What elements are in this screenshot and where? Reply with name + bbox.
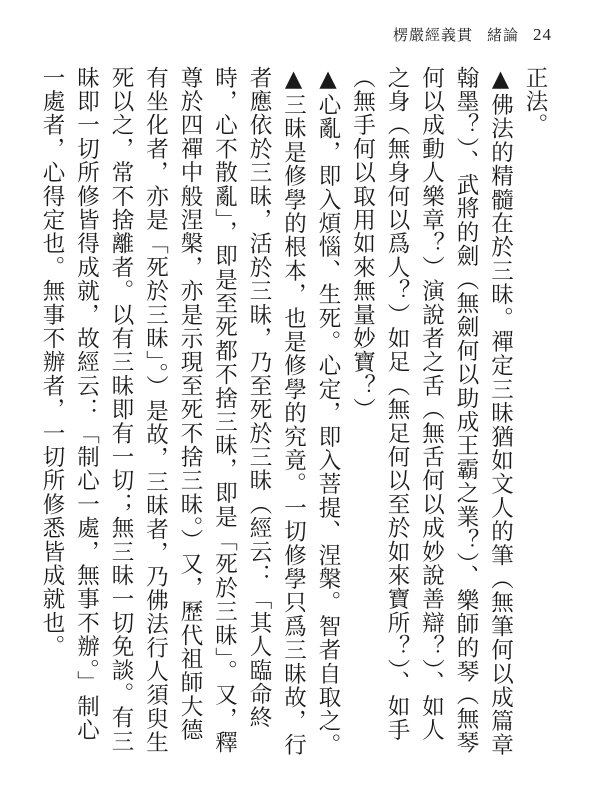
paragraph-2: ▲佛法的精髓在於三昧。禪定三昧猶如文人的筆（無筆何以成篇章翰墨？）、武將的劍（無劍何以助成王霸之業？）、樂師的琴（無琴何以成動人樂章？）演說者之舌（無舌何以成妙說善辯？）、如人之身（無身何以爲人？）如足（無足何以至於如來寶所？）、如手（無手何以取用如來無量妙寶？） — [349, 66, 514, 757]
paragraph-1: 正法。 — [522, 66, 548, 138]
running-header — [393, 24, 552, 45]
paragraph-4: ▲三昧是修學的根本，也是修學的究竟。一切修學只爲三昧故，行者應依於三昧，活於三昧，乃至死於三昧（經云：「其人臨命終時，心不散亂」，即是至死都不捨三昧，即是「死於三昧」。又，釋尊於四禪中般涅槃，亦是示現至死不捨三昧。）又，歷代祖師大德有坐化者，亦是「死於三昧」。）是故，三昧者，乃佛法行人須臾生死以之，常不捨離者。以有三昧即有一切；無三昧一切免談。有三昧即一切所修皆得成就，故經云：「制心一處，無事不辦。」制心一處者，心得定也。無事不辦者，一切所修悉皆成就也。 — [39, 66, 307, 757]
vertical-text-body — [39, 66, 552, 760]
section-title: 緒論 — [486, 26, 519, 44]
page-number: 24 — [533, 25, 552, 44]
book-title: 楞嚴經義貫 — [392, 26, 473, 44]
paragraph-3: ▲心亂，即入煩惱、生死。心定，即入菩提、涅槃。智者自取之。 — [315, 66, 341, 757]
